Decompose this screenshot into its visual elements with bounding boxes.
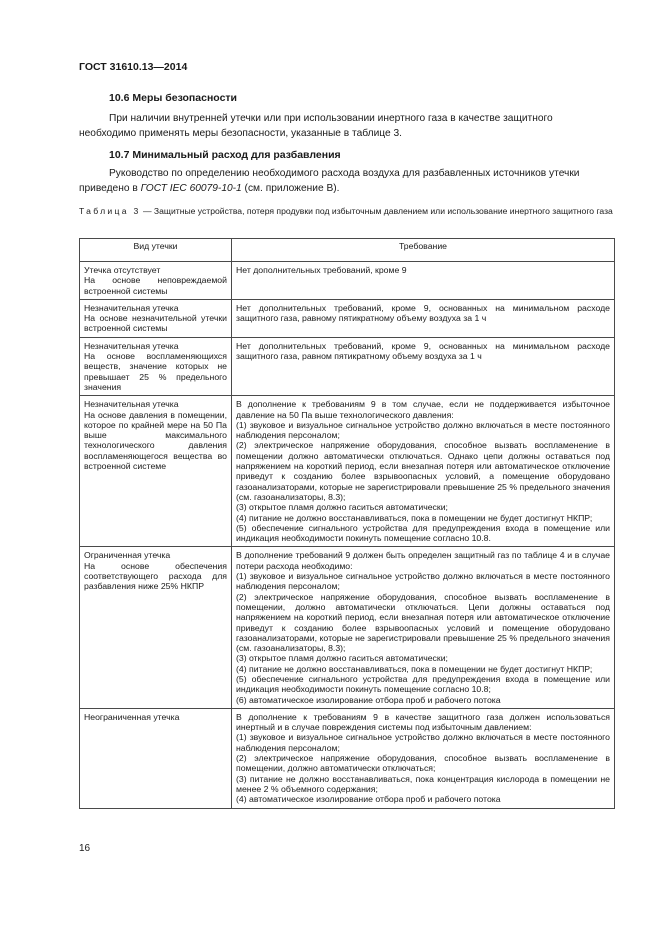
table-3-label: Таблица 3 [79, 206, 141, 216]
leak-type-cell [80, 299, 232, 337]
requirement-cell [232, 708, 615, 808]
requirement-line: (1) звуковое и визуальное сигнальное устройство должно включаться в месте постоянного наблюдения персоналом; [236, 732, 610, 753]
requirement-line: (3) питание не должно восстанавливаться, пока концентрация кислорода в помещении не менее 2 % объемного содержания; [236, 773, 610, 794]
document-standard-header: ГОСТ 31610.13—2014 [79, 61, 188, 73]
section-10-6-body: При наличии внутренней утечки или при использовании инертного газа в качестве защитного необходимо применять меры безопасности, указанные в таблице 3. [79, 113, 553, 139]
leak-type-name: Неограниченная утечка [84, 711, 180, 722]
table-row [80, 262, 615, 300]
leak-type-cell [80, 396, 232, 547]
standard-reference-link: ГОСТ IEC 60079-10-1 [140, 183, 242, 194]
section-10-6-text [79, 111, 610, 141]
leak-type-name: Утечка отсутствует [84, 265, 161, 275]
requirement-cell [232, 547, 615, 708]
requirement-line: В дополнение к требованиям 9 в том случае, если не поддерживается избыточное давление на 50 Па выше технологического давления: [236, 399, 610, 420]
leak-type-basis: На основе давления в помещении, которое по крайней мере на 50 Па выше максимального технологического давления воспламеняющегося вещества во встроенной системе [84, 409, 227, 472]
leak-type-basis: На основе обеспечения соответствующего расхода для разбавления ниже 25% НКПР [84, 560, 227, 592]
table-3-caption-text: — Защитные устройства, потеря продувки под избыточным давлением или использование инертного защитного газа [140, 206, 613, 216]
leak-type-basis: На основе воспламеняющихся веществ, значение которых не превышает 25 % предельного значения [84, 351, 227, 392]
requirement-cell [232, 262, 615, 300]
column-header-requirement: Требование [232, 239, 615, 262]
requirement-line: (4) автоматическое изолирование отбора проб и рабочего потока [236, 794, 501, 805]
requirement-line: В дополнение требований 9 должен быть определен защитный газ по таблице 4 и в случае потери расхода необходимо: [236, 550, 610, 571]
requirement-cell [232, 299, 615, 337]
column-header-leak-type: Вид утечки [80, 239, 232, 262]
leak-type-name: Незначительная утечка [84, 340, 179, 351]
requirement-line: (2) электрическое напряжение оборудования, способное вызвать воспламенение в помещении, должно автоматически отключаться; [236, 753, 610, 774]
section-10-7-body-start: Руководство по определению необходимого расхода воздуха для разбавленных источников утечки приведено в [79, 168, 580, 194]
requirement-line: (1) звуковое и визуальное сигнальное устройство должно включаться в месте постоянного наблюдения персоналом; [236, 419, 610, 441]
table-3-caption [79, 206, 617, 218]
requirement-line: (1) звуковое и визуальное сигнальное устройство должно включаться в месте постоянного наблюдения персоналом; [236, 571, 610, 592]
section-10-6-heading: 10.6 Меры безопасности [109, 92, 238, 104]
leak-type-cell [80, 547, 232, 708]
table-row [80, 299, 615, 337]
requirement-line: Нет дополнительных требований, кроме 9, основанных на минимальном расходе защитного газа, равном пятикратному объему воздуха за 1 ч [236, 340, 610, 362]
leak-type-cell [80, 708, 232, 808]
requirement-line: (4) питание не должно восстанавливаться, пока в помещении не будет достигнут НКПР; [236, 512, 593, 523]
requirement-line: В дополнение к требованиям 9 в качестве защитного газа должен использоваться инертный и в случае повреждения системы под избыточным давлением: [236, 711, 610, 733]
table-row [80, 337, 615, 395]
requirement-line: (5) обеспечение сигнального устройства для предупреждения входа в помещение или индикация необходимости покинуть помещение согласно 10.8; [236, 673, 610, 695]
requirement-line: (4) питание не должно восстанавливаться, пока в помещении не будет достигнут НКПР; [236, 663, 593, 674]
table-header-row [80, 239, 615, 262]
table-row [80, 396, 615, 547]
requirement-line: (5) обеспечение сигнального устройства для предупреждения входа в помещение или индикация необходимости покинуть помещение согласно 10.8. [236, 522, 610, 544]
table-row [80, 708, 615, 808]
protective-devices-table [79, 238, 615, 809]
table-row [80, 547, 615, 708]
requirement-line: (2) электрическое напряжение оборудования, способное вызвать воспламенение в помещении должно автоматически отключаться. Однако цепи должны оставаться под напряжением на короткий период, если внезапная потеря или автоматическое отключение приведут к созданию более взрывоопасных условий, а помещение оборудовано газоанализаторами, которые не зарегистрировали превышение 25 % предельного значения (см. газоанализаторы, 8.3); [236, 440, 610, 502]
page-number: 16 [79, 843, 91, 854]
leak-type-name: Незначительная утечка [84, 302, 179, 313]
section-10-7-heading: 10.7 Минимальный расход для разбавления [109, 149, 341, 161]
section-10-7-text [79, 166, 610, 196]
requirement-line: (3) открытое пламя должно гаситься автоматически; [236, 653, 448, 664]
leak-type-basis: На основе незначительной утечки встроенной системы [84, 313, 227, 334]
requirement-line: (6) автоматическое изолирование отбора проб и рабочего потока [236, 694, 501, 705]
leak-type-cell [80, 337, 232, 395]
requirement-line: Нет дополнительных требований, кроме 9 [236, 265, 407, 275]
requirement-cell [232, 337, 615, 395]
requirement-line: (2) электрическое напряжение оборудования, способное вызвать воспламенение в помещении, должно автоматически отключаться. Цепи должны оставаться под напряжением на короткий период, если внезапная потеря или автоматическое отключение приведут к созданию более взрывоопасных условий и помещение оборудовано газоанализаторами, которые не зарегистрировали превышение 25 % предельного значения (см. газоанализаторы, 8.3); [236, 591, 610, 654]
leak-type-name: Незначительная утечка [84, 399, 179, 410]
section-10-7-body-end: (см. приложение В). [241, 183, 340, 194]
requirement-line: (3) открытое пламя должно гаситься автоматически; [236, 502, 448, 513]
leak-type-basis: На основе неповреждаемой встроенной системы [84, 275, 227, 296]
requirement-cell [232, 396, 615, 547]
requirement-line: Нет дополнительных требований, кроме 9, основанных на минимальном расходе защитного газа, равному пятикратному объему воздуха за 1 ч [236, 302, 610, 324]
leak-type-cell [80, 262, 232, 300]
leak-type-name: Ограниченная утечка [84, 550, 171, 561]
